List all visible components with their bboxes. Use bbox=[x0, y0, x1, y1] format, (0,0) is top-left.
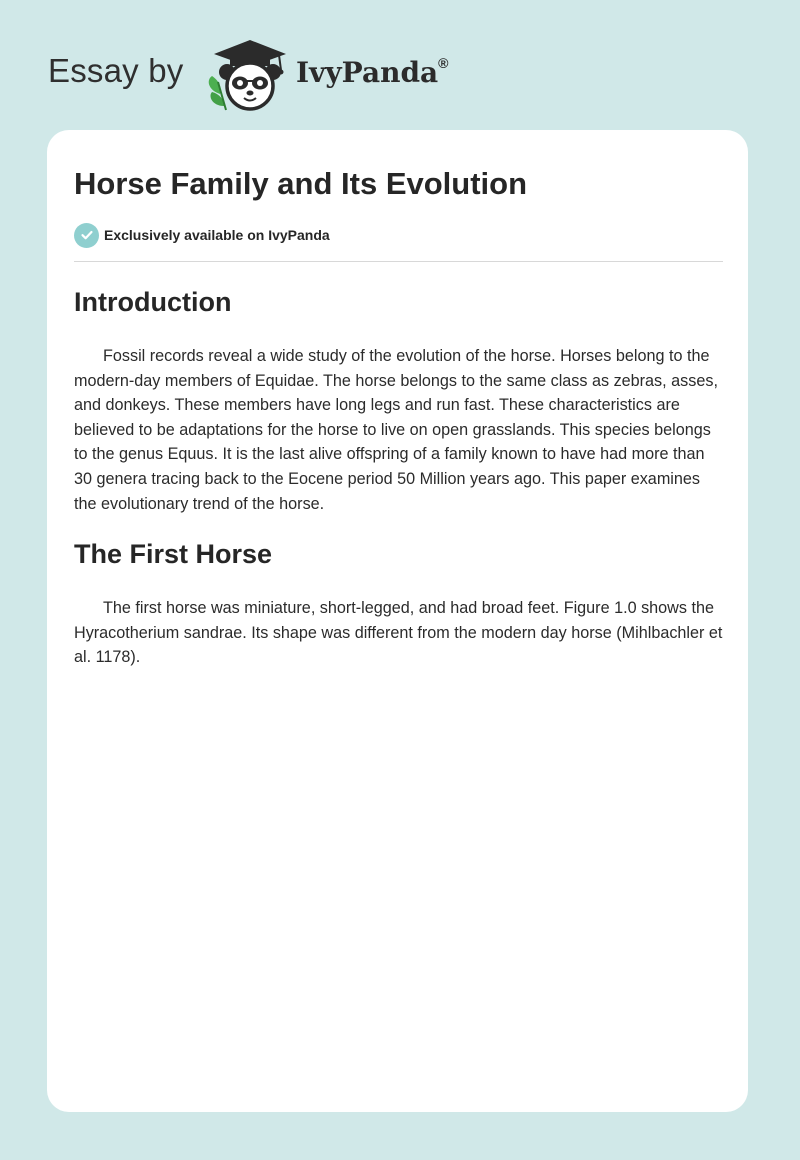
panda-graduate-icon bbox=[200, 34, 296, 114]
section-heading-introduction: Introduction bbox=[74, 287, 232, 317]
page-title: Horse Family and Its Evolution bbox=[74, 166, 528, 201]
essay-card bbox=[47, 130, 748, 1112]
exclusive-badge bbox=[74, 222, 330, 248]
section-paragraph-introduction: Fossil records reveal a wide study of the evolution of the horse. Horses belong to the modern-day members of Equidae. The horse belongs to the same class as zebras, asses, and donkeys. These members have long legs and run fast. These characteristics are believed to be adaptations for the horse to live on open grasslands. This species belongs to the genus Equus. It is the last alive offspring of a family known to have had more than 30 genera tracing back to the Eocene period 50 Million years ago. This paper examines the evolutionary trend of the horse. bbox=[74, 347, 718, 513]
section-paragraph-first-horse: The first horse was miniature, short-legged, and had broad feet. Figure 1.0 shows the Hyracotherium sandrae. Its shape was different from the modern day horse (Mihlbachler et al. 1178). bbox=[74, 599, 723, 667]
check-circle-icon bbox=[74, 223, 99, 248]
brand-prefix: Essay by bbox=[48, 52, 184, 89]
section-heading-first-horse: The First Horse bbox=[74, 539, 273, 569]
brand-name: IvyPanda® bbox=[296, 54, 449, 89]
brand-header[interactable] bbox=[48, 34, 508, 114]
divider bbox=[74, 261, 723, 262]
registered-mark: ® bbox=[438, 54, 449, 71]
exclusive-badge-label: Exclusively available on IvyPanda bbox=[104, 227, 330, 243]
